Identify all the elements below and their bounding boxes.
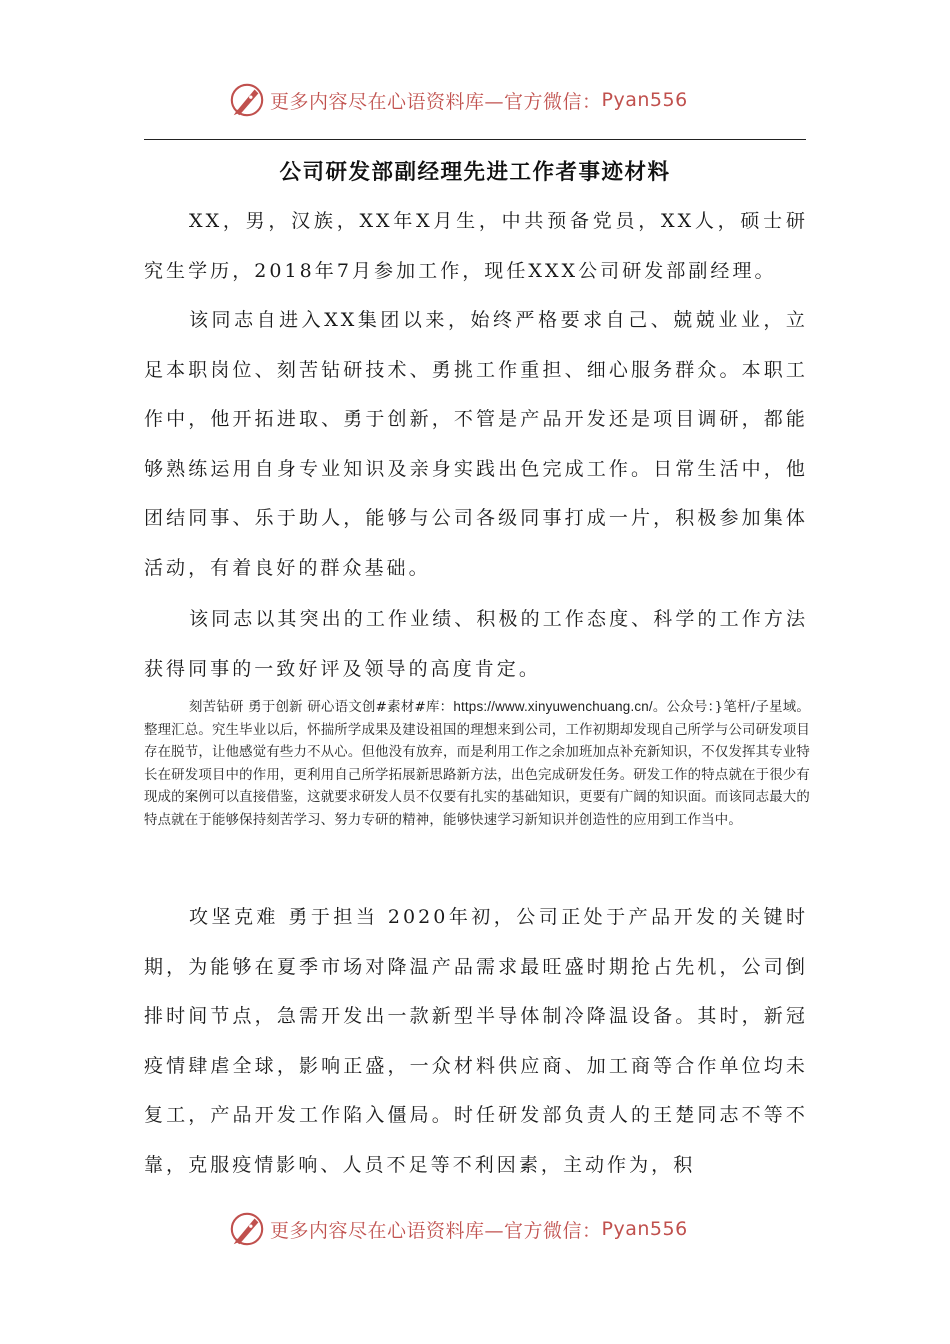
research-body: 。公众号：}笔杆/子星域。整理汇总。究生毕业以后，怀揣所学成果及建设祖国的理想来到公司，工作初期却发现自己所学与公司研发项目存在脱节，让他感觉有些力不从心。但他没有放弃，而是利用工作之余加班加点补充新知识，不仅发挥其专业特长在研发项目中的作用，更利用自己所学拓展新思路新方法，出色完成研发任务。研发工作的特点就在于很少有现成的案例可以直接借鉴，这就要求研发人员不仅要有扎实的基础知识，更要有广阔的知识面。而该同志最大的特点就在于能够保持刻苦学习、努力专研的精神，能够快速学习新知识并创造性的应用到工作当中。 <box>144 700 811 828</box>
banner-wechat-id: Pyan556 <box>601 89 688 111</box>
paragraph-overview: 该同志自进入XX集团以来，始终严格要求自己、兢兢业业，立足本职岗位、刻苦钻研技术、勇挑工作重担、细心服务群众。本职工作中，他开拓进取、勇于创新，不管是产品开发还是项目调研，都能够熟练运用自身专业知识及亲身实践出色完成工作。日常生活中，他团结同事、乐于助人，能够与公司各级同事打成一片，积极参加集体活动，有着良好的群众基础。 <box>144 309 808 579</box>
paragraph-challenge: 攻坚克难 勇于担当 2020年初，公司正处于产品开发的关键时期，为能够在夏季市场对降温产品需求最旺盛时期抢占先机，公司倒排时间节点，急需开发出一款新型半导体制冷降温设备。其时，新冠疫情肆虐全球，影响正盛，一众材料供应商、加工商等合作单位均未复工，产品开发工作陷入僵局。时任研发部负责人的王楚同志不等不靠，克服疫情影响、人员不足等不利因素，主动作为，积 <box>144 906 808 1176</box>
banner-wechat-id: Pyan556 <box>601 1218 688 1240</box>
paragraph-intro: XX，男，汉族，XX年X月生，中共预备党员，XX人，硕士研究生学历，2018年7月参加工作，现任XXX公司研发部副经理。 <box>144 210 808 282</box>
document-title: 公司研发部副经理先进工作者事迹材料 <box>279 160 671 185</box>
header-banner <box>228 78 728 122</box>
pen-nib-logo-icon <box>228 81 266 119</box>
paragraph-research <box>144 696 810 833</box>
pen-nib-logo-icon <box>228 1210 266 1248</box>
banner-text: 更多内容尽在心语资料库— <box>270 90 505 113</box>
banner-wechat-label: 官方微信： <box>504 1219 602 1242</box>
research-lead: 刻苦钻研 勇于创新 研心语文创#素材#库： <box>189 700 454 715</box>
banner-wechat-label: 官方微信： <box>504 90 602 113</box>
banner-text: 更多内容尽在心语资料库— <box>270 1219 505 1242</box>
footer-banner <box>228 1207 728 1251</box>
header-divider <box>144 139 806 140</box>
source-url: https://www.xinyuwenchuang.cn/ <box>453 699 653 714</box>
paragraph-summary: 该同志以其突出的工作业绩、积极的工作态度、科学的工作方法获得同事的一致好评及领导的高度肯定。 <box>144 608 808 680</box>
